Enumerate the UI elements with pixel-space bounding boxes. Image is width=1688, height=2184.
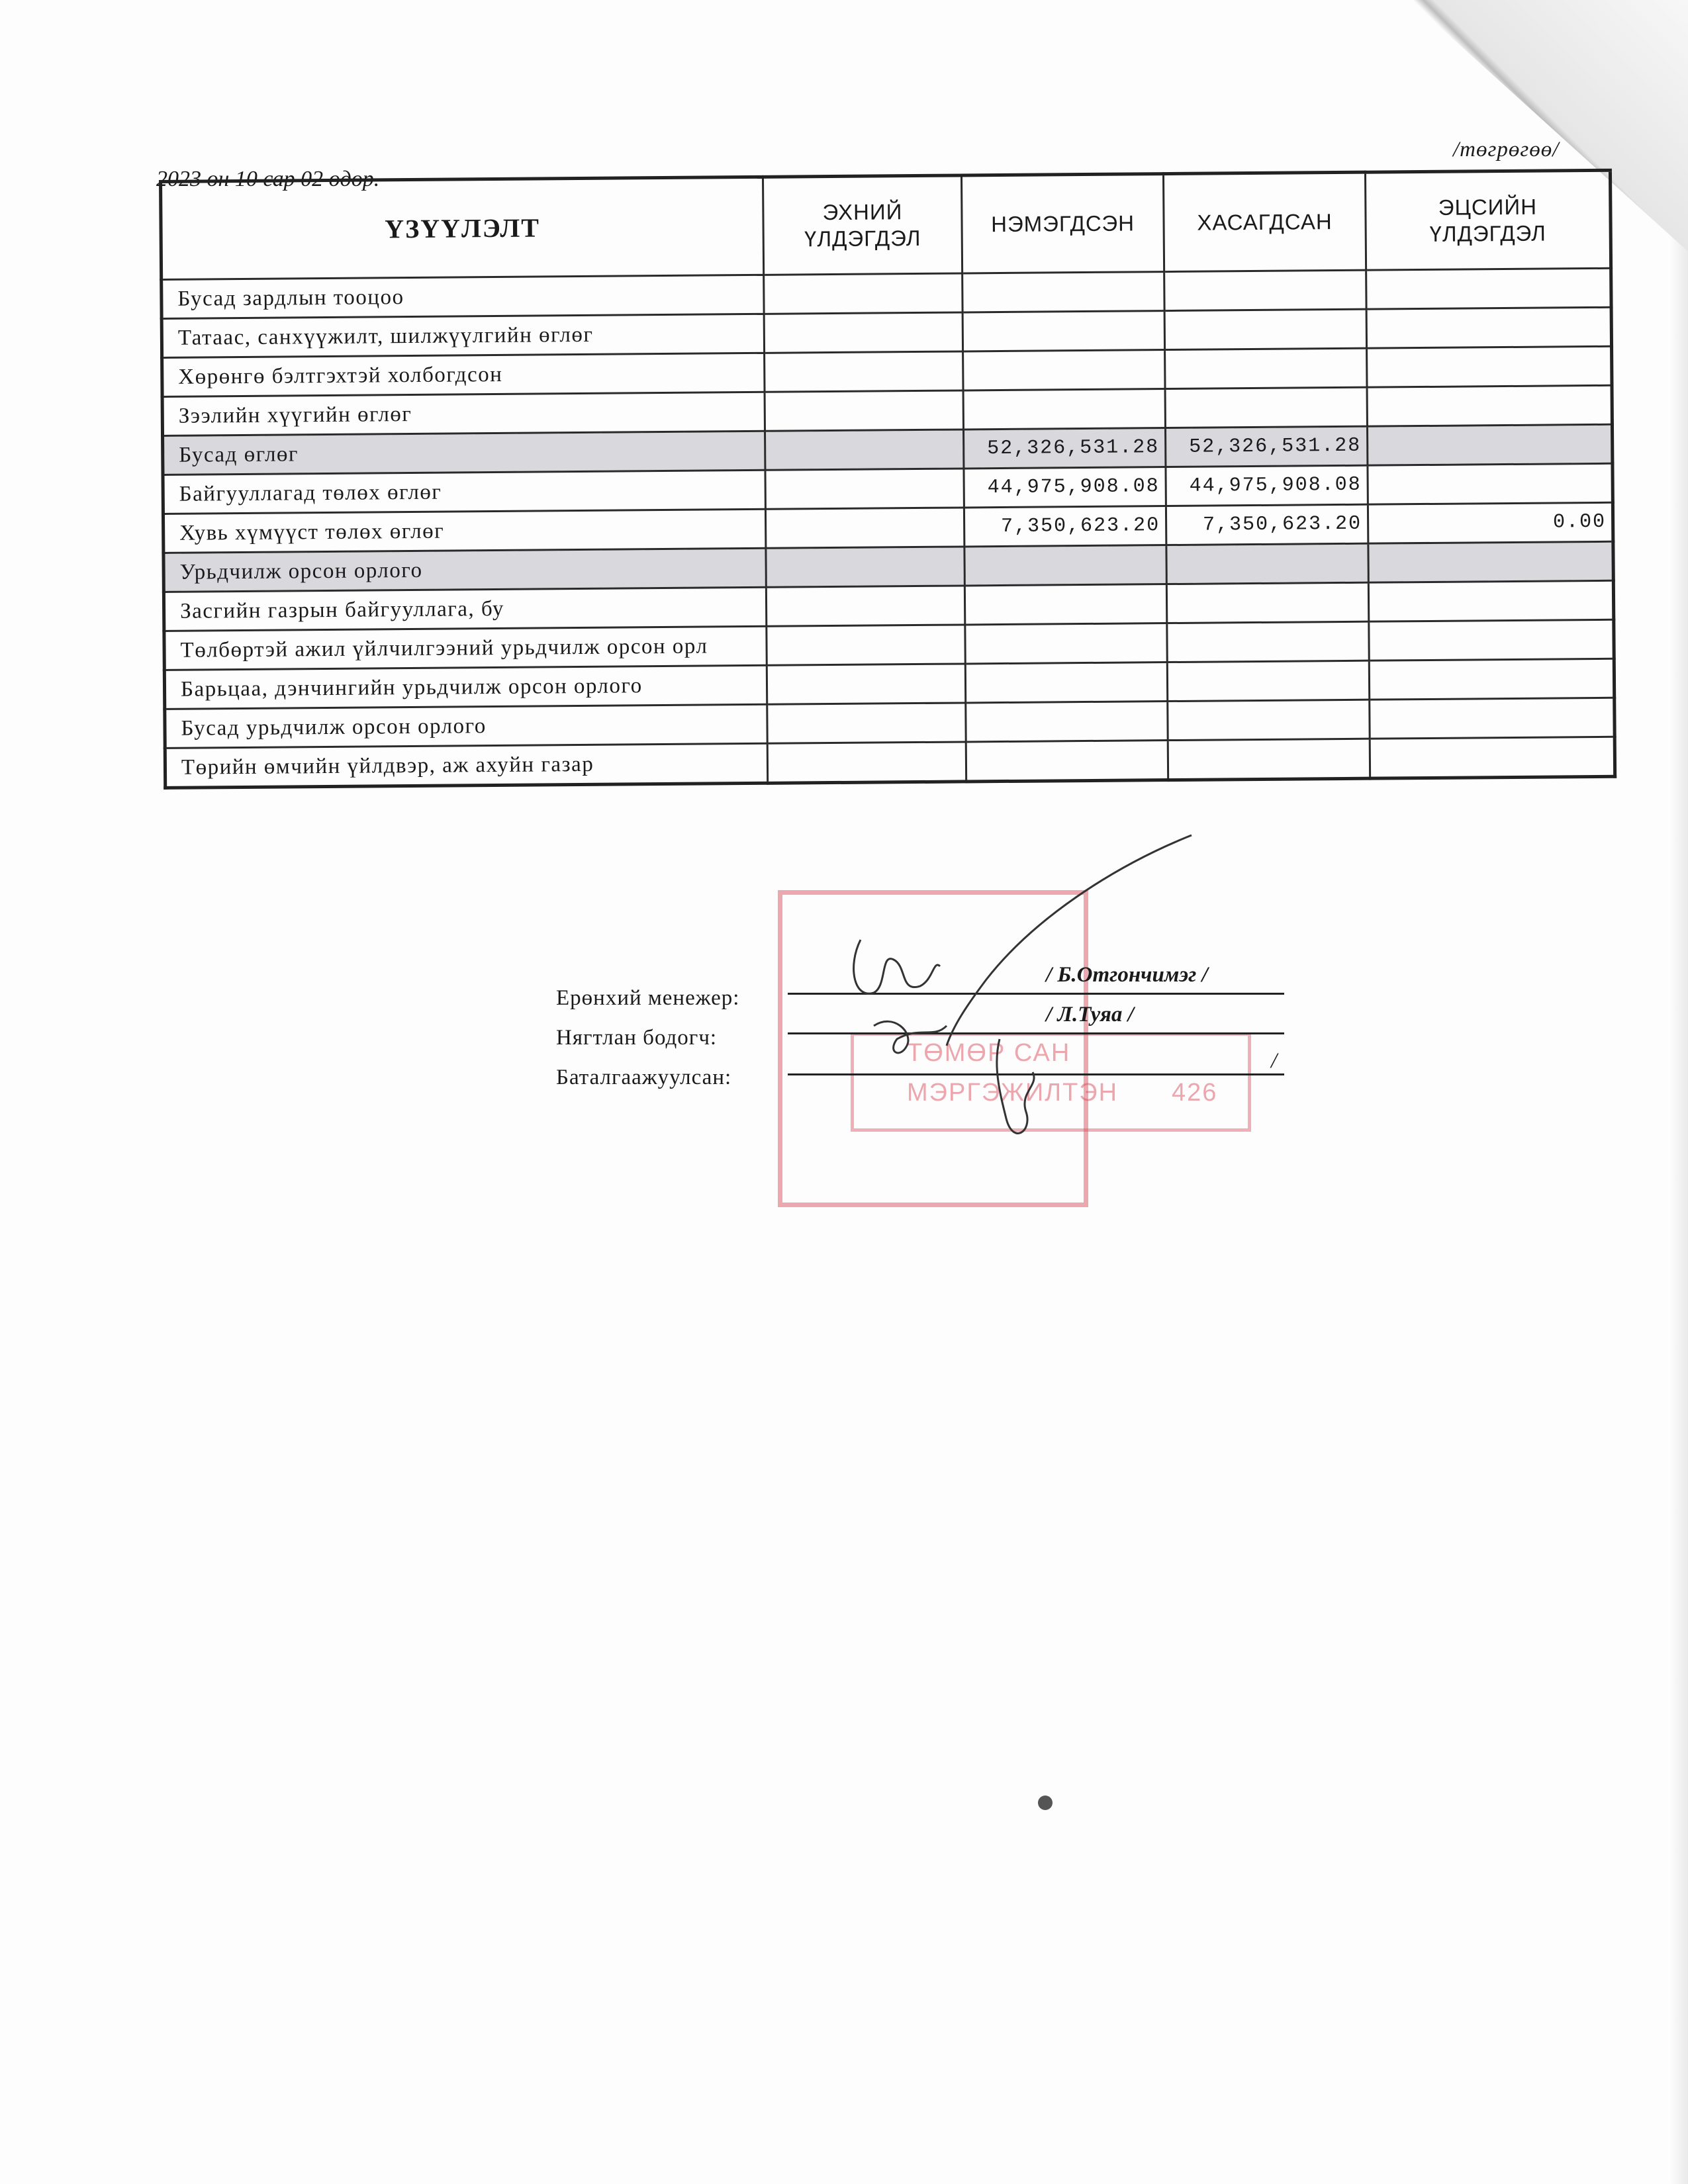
closing-balance-cell (1369, 659, 1614, 700)
row-label: Урьдчилж орсон орлого (164, 548, 766, 592)
increased-cell (963, 389, 1165, 430)
row-label: Хувь хүмүүст төлөх өглөг (163, 509, 765, 553)
opening-balance-cell (766, 586, 964, 626)
closing-balance-cell (1367, 385, 1612, 426)
stamp-text-line2: МЭРГЭЖИЛТЭН (907, 1079, 1119, 1107)
verified-name: / (1271, 1049, 1278, 1073)
manager-name: / Б.Отгончимэг / (1046, 963, 1208, 987)
header-increased: НЭМЭГДСЭН (961, 174, 1164, 273)
row-label: Зээлийн хүүгийн өглөг (162, 392, 765, 435)
closing-balance-cell (1367, 424, 1612, 465)
closing-balance-cell: 0.00 (1368, 502, 1613, 543)
closing-balance-cell (1368, 580, 1613, 621)
header-closing-balance (1365, 170, 1611, 270)
row-label: Төлбөртэй ажил үйлчилгээний урьдчилж орсон орл (164, 626, 767, 670)
opening-balance-cell (765, 390, 963, 431)
increased-cell: 52,326,531.28 (963, 428, 1165, 469)
header-opening-balance (763, 175, 962, 275)
opening-balance-cell (767, 625, 965, 665)
closing-balance-cell (1367, 346, 1612, 387)
closing-balance-cell (1366, 268, 1611, 309)
currency-unit: /төгрөгөө/ (1453, 138, 1560, 161)
decreased-cell (1166, 582, 1368, 623)
opening-balance-cell (766, 547, 964, 587)
accountant-label: Нягтлан бодогч: (556, 1026, 718, 1050)
closing-balance-cell (1368, 541, 1613, 582)
decreased-cell: 7,350,623.20 (1166, 504, 1368, 545)
decreased-cell: 52,326,531.28 (1165, 426, 1367, 467)
closing-balance-cell (1369, 619, 1614, 660)
decreased-cell: 44,975,908.08 (1166, 465, 1368, 506)
header-closing-line2: ҮЛДЭГДЭЛ (1429, 220, 1547, 246)
handwritten-signatures (834, 827, 1205, 1171)
opening-balance-cell (764, 312, 962, 353)
decreased-cell (1168, 739, 1370, 780)
decreased-cell (1164, 270, 1366, 310)
opening-balance-cell (767, 703, 966, 743)
decreased-cell (1165, 348, 1367, 388)
ink-spot (1038, 1796, 1053, 1810)
header-opening-line2: ҮЛДЭГДЭЛ (804, 225, 921, 251)
opening-balance-cell (767, 742, 966, 783)
verified-label: Баталгаажуулсан: (556, 1066, 732, 1089)
increased-cell (966, 741, 1168, 782)
closing-balance-cell (1370, 737, 1615, 778)
increased-cell (962, 311, 1164, 351)
row-label: Татаас, санхүүжилт, шилжүүлгийн өглөг (162, 314, 764, 357)
opening-balance-cell (765, 430, 964, 470)
closing-balance-cell (1366, 307, 1611, 348)
row-label: Бусад урьдчилж орсон орлого (165, 704, 767, 748)
accountant-name: / Л.Туяа / (1046, 1003, 1134, 1026)
opening-balance-cell (764, 273, 962, 314)
report-date: 2023 он 10 сар 02 өдөр. (156, 167, 380, 191)
row-label: Байгууллагад төлөх өглөг (163, 470, 765, 514)
header-decreased: ХАСАГДСАН (1163, 172, 1366, 271)
header-indicator: ҮЗҮҮЛЭЛТ (161, 177, 764, 279)
increased-cell: 7,350,623.20 (964, 506, 1166, 547)
decreased-cell (1167, 621, 1369, 662)
opening-balance-cell (765, 469, 964, 509)
row-label: Бусад өглөг (163, 431, 765, 475)
decreased-cell (1164, 309, 1366, 349)
row-label: Бусад зардлын тооцоо (162, 275, 764, 318)
opening-balance-cell (765, 351, 963, 392)
closing-balance-cell (1368, 463, 1613, 504)
increased-cell (966, 702, 1168, 742)
balance-table-wrapper (159, 169, 1613, 790)
increased-cell: 44,975,908.08 (964, 467, 1166, 508)
row-label: Хөрөнгө бэлтгэхтэй холбогдсон (162, 353, 765, 396)
opening-balance-cell (767, 664, 965, 704)
balance-table (159, 169, 1617, 790)
increased-cell (964, 584, 1166, 625)
row-label: Төрийн өмчийн үйлдвэр, аж ахуйн газар (165, 743, 767, 788)
opening-balance-cell (765, 508, 964, 548)
decreased-cell (1168, 700, 1370, 740)
table-header-row (161, 170, 1611, 279)
table-body (162, 268, 1615, 788)
closing-balance-cell (1370, 698, 1615, 739)
increased-cell (963, 350, 1165, 390)
header-closing-line1: ЭЦСИЙН (1438, 194, 1538, 220)
increased-cell (965, 623, 1167, 664)
decreased-cell (1166, 543, 1368, 584)
header-opening-line1: ЭХНИЙ (822, 199, 903, 225)
decreased-cell (1167, 660, 1369, 701)
increased-cell (962, 272, 1164, 312)
row-label: Засгийн газрын байгууллага, бу (164, 587, 766, 631)
stamp-number: 426 (1172, 1079, 1218, 1107)
increased-cell (965, 662, 1167, 703)
decreased-cell (1165, 387, 1367, 428)
stamp-text-line1: ТӨМӨР САН (907, 1039, 1071, 1067)
increased-cell (964, 545, 1166, 586)
page-edge-shadow (1669, 0, 1688, 2184)
manager-label: Ерөнхий менежер: (556, 986, 740, 1010)
row-label: Барьцаа, дэнчингийн урьдчилж орсон орлого (164, 665, 767, 709)
